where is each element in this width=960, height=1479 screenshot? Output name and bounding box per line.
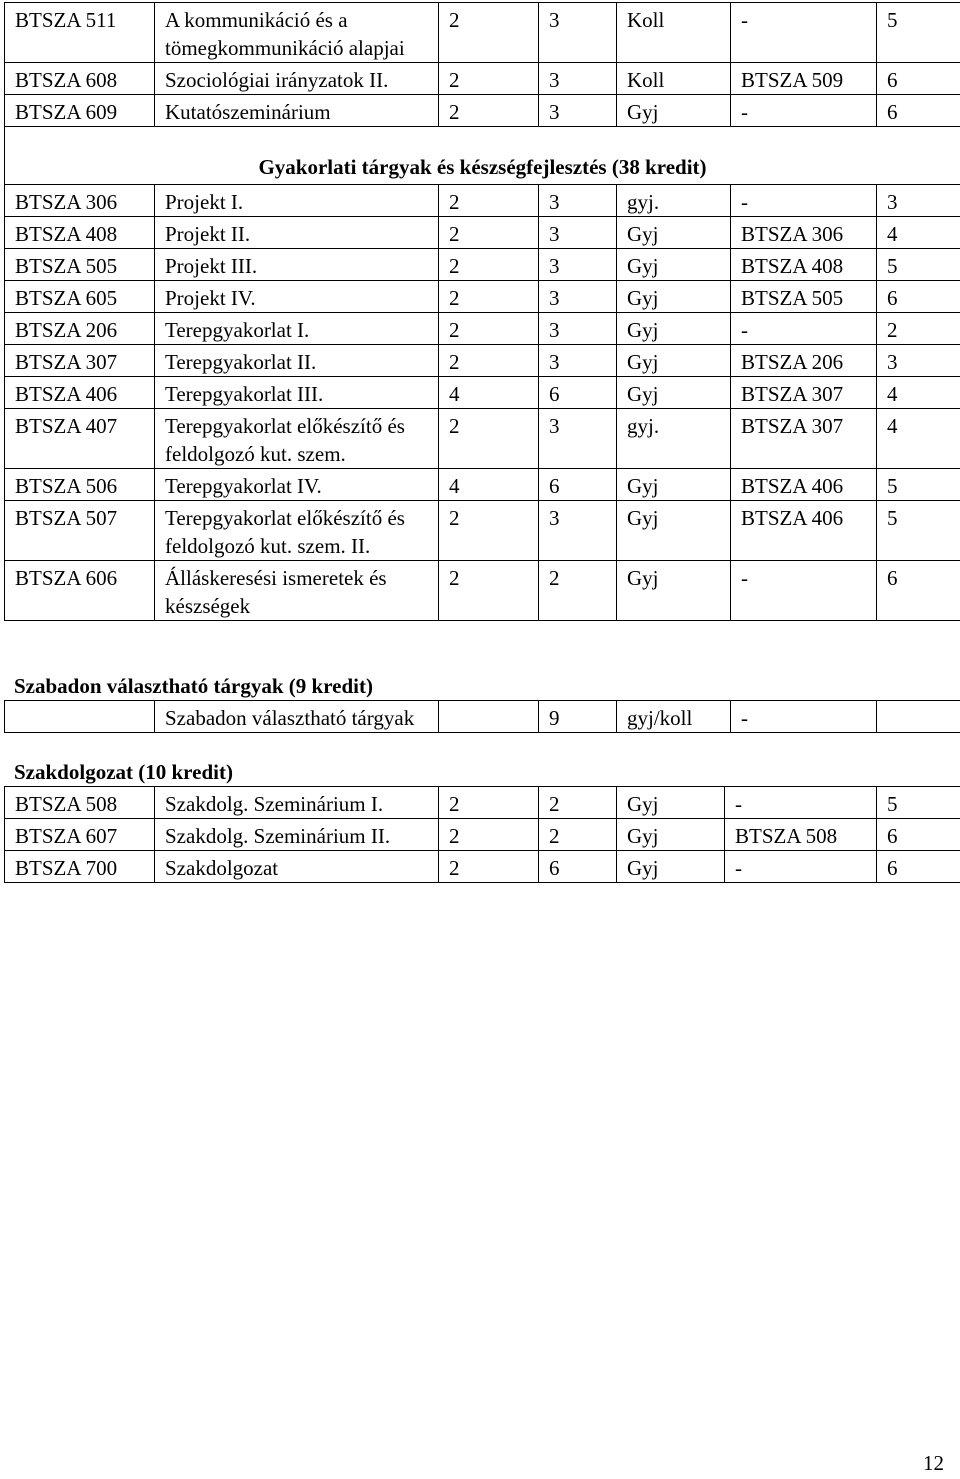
course-code-cell: BTSZA 607 (5, 819, 155, 851)
semester-cell: 6 (877, 819, 960, 851)
prerequisite-cell: - (725, 851, 877, 883)
assessment-cell: Gyj (617, 787, 725, 819)
credits-cell: 6 (539, 469, 617, 501)
credits-cell: 6 (539, 851, 617, 883)
table-row (5, 313, 960, 345)
course-name-cell: Projekt IV. (155, 281, 439, 313)
prerequisite-cell: - (731, 313, 877, 345)
prerequisite-cell: - (731, 185, 877, 217)
course-code-cell (5, 701, 155, 733)
credits-cell: 3 (539, 501, 617, 561)
prerequisite-cell: BTSZA 307 (731, 377, 877, 409)
semester-cell: 6 (877, 281, 960, 313)
prerequisite-cell: BTSZA 307 (731, 409, 877, 469)
course-name-cell: Terepgyakorlat III. (155, 377, 439, 409)
hours-cell: 2 (439, 217, 539, 249)
semester-cell: 5 (877, 501, 960, 561)
course-code-cell: BTSZA 306 (5, 185, 155, 217)
assessment-cell: Gyj (617, 377, 731, 409)
course-code-cell: BTSZA 506 (5, 469, 155, 501)
credits-cell: 6 (539, 377, 617, 409)
semester-cell: 3 (877, 345, 960, 377)
hours-cell: 2 (439, 249, 539, 281)
hours-cell: 2 (439, 501, 539, 561)
course-code-cell: BTSZA 505 (5, 249, 155, 281)
hours-cell: 2 (439, 313, 539, 345)
assessment-cell: Koll (617, 3, 731, 63)
prerequisite-cell: BTSZA 509 (731, 63, 877, 95)
semester-cell: 4 (877, 409, 960, 469)
credits-cell: 3 (539, 249, 617, 281)
table-row (5, 217, 960, 249)
hours-cell: 2 (439, 95, 539, 127)
hours-cell: 2 (439, 851, 539, 883)
prerequisite-cell: - (731, 561, 877, 621)
prerequisite-cell: - (731, 701, 877, 733)
prerequisite-cell: BTSZA 508 (725, 819, 877, 851)
course-code-cell: BTSZA 508 (5, 787, 155, 819)
semester-cell: 2 (877, 313, 960, 345)
table-row (5, 469, 960, 501)
assessment-cell: Gyj (617, 281, 731, 313)
credits-cell: 2 (539, 561, 617, 621)
semester-cell (877, 701, 960, 733)
credits-cell: 3 (539, 281, 617, 313)
assessment-cell: Gyj (617, 249, 731, 281)
assessment-cell: Gyj (617, 95, 731, 127)
table-row (5, 701, 960, 733)
course-code-cell: BTSZA 307 (5, 345, 155, 377)
course-code-cell: BTSZA 608 (5, 63, 155, 95)
page-number: 12 (923, 1451, 944, 1475)
semester-cell: 6 (877, 95, 960, 127)
course-name-cell: Projekt III. (155, 249, 439, 281)
prerequisite-cell: - (731, 3, 877, 63)
thesis-rows (5, 787, 960, 883)
prerequisite-cell: BTSZA 505 (731, 281, 877, 313)
assessment-cell: gyj/koll (617, 701, 731, 733)
credits-cell: 3 (539, 95, 617, 127)
course-name-cell: Terepgyakorlat IV. (155, 469, 439, 501)
hours-cell: 2 (439, 185, 539, 217)
course-name-cell: Projekt I. (155, 185, 439, 217)
semester-cell: 6 (877, 63, 960, 95)
course-code-cell: BTSZA 606 (5, 561, 155, 621)
course-name-cell: A kommunikáció és a tömegkommunikáció alapjai (155, 3, 439, 63)
semester-cell: 5 (877, 787, 960, 819)
hours-cell: 4 (439, 469, 539, 501)
table-row (5, 819, 960, 851)
prerequisite-cell: - (725, 787, 877, 819)
prerequisite-cell: BTSZA 406 (731, 501, 877, 561)
assessment-cell: Gyj (617, 561, 731, 621)
credits-cell: 3 (539, 63, 617, 95)
table-row (5, 501, 960, 561)
table-row (5, 561, 960, 621)
course-code-cell: BTSZA 408 (5, 217, 155, 249)
assessment-cell: Gyj (617, 469, 731, 501)
table-row (5, 185, 960, 217)
assessment-cell: Gyj (617, 851, 725, 883)
course-name-cell: Álláskeresési ismeretek és készségek (155, 561, 439, 621)
thesis-heading: Szakdolgozat (10 kredit) (14, 760, 233, 784)
credits-cell: 3 (539, 345, 617, 377)
table-row (5, 377, 960, 409)
course-name-cell: Kutatószeminárium (155, 95, 439, 127)
course-name-cell: Projekt II. (155, 217, 439, 249)
prerequisite-cell: BTSZA 306 (731, 217, 877, 249)
hours-cell: 2 (439, 409, 539, 469)
hours-cell (439, 701, 539, 733)
course-code-cell: BTSZA 407 (5, 409, 155, 469)
table-row (5, 787, 960, 819)
credits-cell: 3 (539, 217, 617, 249)
elective-table (4, 700, 960, 733)
table-row (5, 345, 960, 377)
prerequisite-cell: - (731, 95, 877, 127)
table-row (5, 95, 960, 127)
course-name-cell: Szociológiai irányzatok II. (155, 63, 439, 95)
credits-cell: 3 (539, 3, 617, 63)
assessment-cell: Gyj (617, 345, 731, 377)
course-name-cell: Szabadon választható tárgyak (155, 701, 439, 733)
assessment-cell: Gyj (617, 501, 731, 561)
course-table-main (4, 2, 960, 621)
credits-cell: 3 (539, 185, 617, 217)
course-name-cell: Terepgyakorlat előkészítő és feldolgozó kut. szem. II. (155, 501, 439, 561)
hours-cell: 4 (439, 377, 539, 409)
prerequisite-cell: BTSZA 406 (731, 469, 877, 501)
course-code-cell: BTSZA 206 (5, 313, 155, 345)
hours-cell: 2 (439, 63, 539, 95)
course-code-cell: BTSZA 609 (5, 95, 155, 127)
section-heading-practical: Gyakorlati tárgyak és készségfejlesztés (38 kredit) (5, 127, 960, 185)
assessment-cell: gyj. (617, 409, 731, 469)
prerequisite-cell: BTSZA 206 (731, 345, 877, 377)
semester-cell: 3 (877, 185, 960, 217)
course-name-cell: Terepgyakorlat I. (155, 313, 439, 345)
thesis-table (4, 786, 960, 883)
course-name-cell: Szakdolg. Szeminárium I. (155, 787, 439, 819)
table-row (5, 249, 960, 281)
semester-cell: 5 (877, 249, 960, 281)
credits-cell: 3 (539, 313, 617, 345)
semester-cell: 6 (877, 561, 960, 621)
hours-cell: 2 (439, 561, 539, 621)
section-heading-row (5, 127, 960, 185)
course-code-cell: BTSZA 406 (5, 377, 155, 409)
hours-cell: 2 (439, 819, 539, 851)
hours-cell: 2 (439, 3, 539, 63)
core-course-rows (5, 3, 960, 127)
semester-cell: 4 (877, 377, 960, 409)
course-name-cell: Szakdolg. Szeminárium II. (155, 819, 439, 851)
credits-cell: 3 (539, 409, 617, 469)
table-row (5, 409, 960, 469)
course-code-cell: BTSZA 511 (5, 3, 155, 63)
course-name-cell: Terepgyakorlat előkészítő és feldolgozó kut. szem. (155, 409, 439, 469)
course-name-cell: Szakdolgozat (155, 851, 439, 883)
credits-cell: 9 (539, 701, 617, 733)
assessment-cell: Gyj (617, 217, 731, 249)
assessment-cell: gyj. (617, 185, 731, 217)
course-name-cell: Terepgyakorlat II. (155, 345, 439, 377)
course-code-cell: BTSZA 700 (5, 851, 155, 883)
elective-rows (5, 701, 960, 733)
course-code-cell: BTSZA 605 (5, 281, 155, 313)
assessment-cell: Koll (617, 63, 731, 95)
table-row (5, 3, 960, 63)
assessment-cell: Gyj (617, 819, 725, 851)
hours-cell: 2 (439, 281, 539, 313)
prerequisite-cell: BTSZA 408 (731, 249, 877, 281)
semester-cell: 5 (877, 469, 960, 501)
hours-cell: 2 (439, 345, 539, 377)
hours-cell: 2 (439, 787, 539, 819)
semester-cell: 4 (877, 217, 960, 249)
credits-cell: 2 (539, 819, 617, 851)
semester-cell: 6 (877, 851, 960, 883)
table-row (5, 851, 960, 883)
table-row (5, 63, 960, 95)
course-code-cell: BTSZA 507 (5, 501, 155, 561)
semester-cell: 5 (877, 3, 960, 63)
credits-cell: 2 (539, 787, 617, 819)
table-row (5, 281, 960, 313)
elective-heading: Szabadon választható tárgyak (9 kredit) (14, 674, 373, 698)
practical-course-rows (5, 185, 960, 621)
assessment-cell: Gyj (617, 313, 731, 345)
